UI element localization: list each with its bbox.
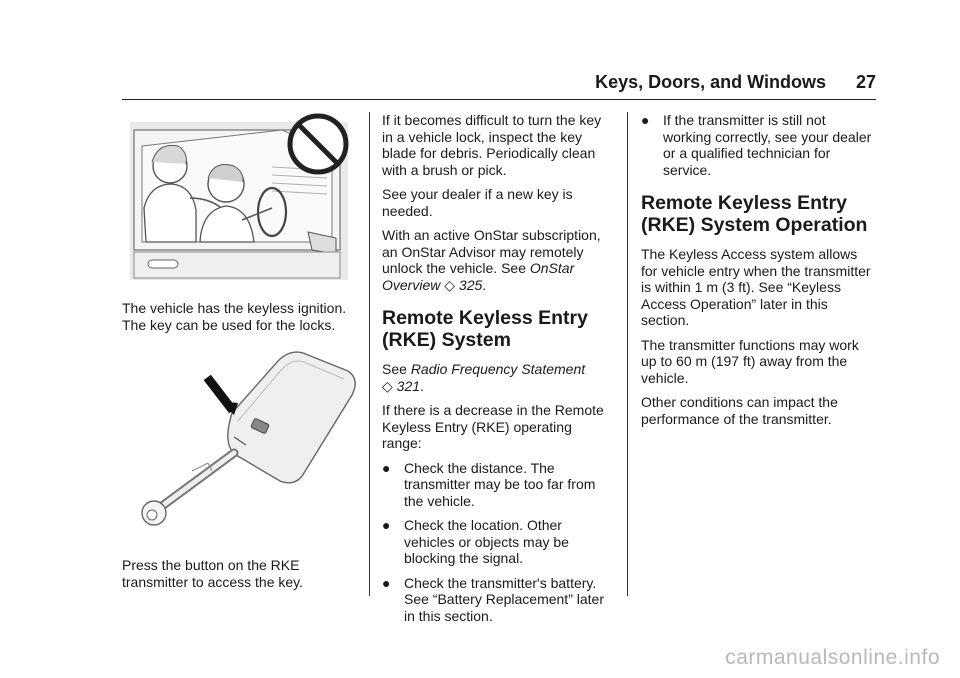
column-divider [369, 112, 370, 596]
column-1 [122, 112, 360, 598]
radio-frequency-paragraph: See Radio Frequency Statement ◇ 321. [382, 361, 586, 394]
dealer-key-text: See your dealer if a new key is needed. [382, 186, 573, 219]
rke-system-heading: Remote Keyless Entry (RKE) System [382, 307, 588, 351]
column-3 [641, 112, 877, 435]
keyless-ignition-text: The vehicle has the keyless ignition. The key can be used for the locks. [122, 300, 347, 333]
onstar-overview-link[interactable]: OnStar Overview [382, 260, 575, 293]
column-2 [382, 112, 612, 632]
page-ref-icon: ◇ [444, 276, 456, 293]
header-rule [122, 99, 876, 100]
range-decrease-text: If there is a decrease in the Remote Keyless Entry (RKE) operating range: [382, 402, 604, 451]
list-item: ● Check the location. Other vehicles or objects may be blocking the signal. [382, 517, 569, 566]
page-ref-icon: ◇ [382, 377, 393, 394]
bullet-icon: ● [382, 574, 391, 591]
children-in-car-illustration [122, 112, 352, 284]
conditions-text: Other conditions can impact the performance of the transmitter. [641, 394, 838, 427]
bullet-icon: ● [382, 459, 391, 476]
bullet-icon: ● [382, 517, 391, 533]
press-button-text: Press the button on the RKE transmitter to access the key. [122, 557, 304, 590]
rke-operation-heading: Remote Keyless Entry (RKE) System Operation [641, 192, 868, 236]
onstar-page-ref[interactable]: 325 [458, 276, 483, 293]
bullet-icon: ● [641, 112, 650, 128]
inspect-key-text: If it becomes difficult to turn the key in a vehicle lock, inspect the key blade for debris. Periodically clean with a brush or pick. [382, 112, 602, 178]
keyless-access-text: The Keyless Access system allows for vehicle entry when the transmitter is within 1 m (3 ft). See “Keyless Access Operation” later in this section. [641, 246, 871, 328]
list-item: ● Check the transmitter's battery. See “Battery Replacement” later in this section. [382, 574, 604, 624]
transmitter-range-text: The transmitter functions may work up to 60 m (197 ft) away from the vehicle. [641, 336, 859, 386]
column-divider [627, 112, 628, 596]
chapter-title: Keys, Doors, and Windows [595, 72, 826, 92]
list-item: ● Check the distance. The transmitter may be too far from the vehicle. [382, 459, 596, 509]
watermark: carmanualsonline.info [725, 646, 940, 669]
onstar-paragraph: With an active OnStar subscription, an OnStar Advisor may remotely unlock the vehicle. See OnStar Overview ◇ 325. [382, 227, 601, 293]
list-item: ● If the transmitter is still not working correctly, see your dealer or a qualified technician for service. [641, 112, 872, 178]
radio-frequency-link[interactable]: Radio Frequency Statement [410, 361, 586, 377]
page-header [122, 72, 876, 98]
page-number: 27 [855, 72, 876, 92]
radio-frequency-page-ref[interactable]: 321 [396, 377, 421, 394]
key-fob-illustration [122, 341, 360, 541]
